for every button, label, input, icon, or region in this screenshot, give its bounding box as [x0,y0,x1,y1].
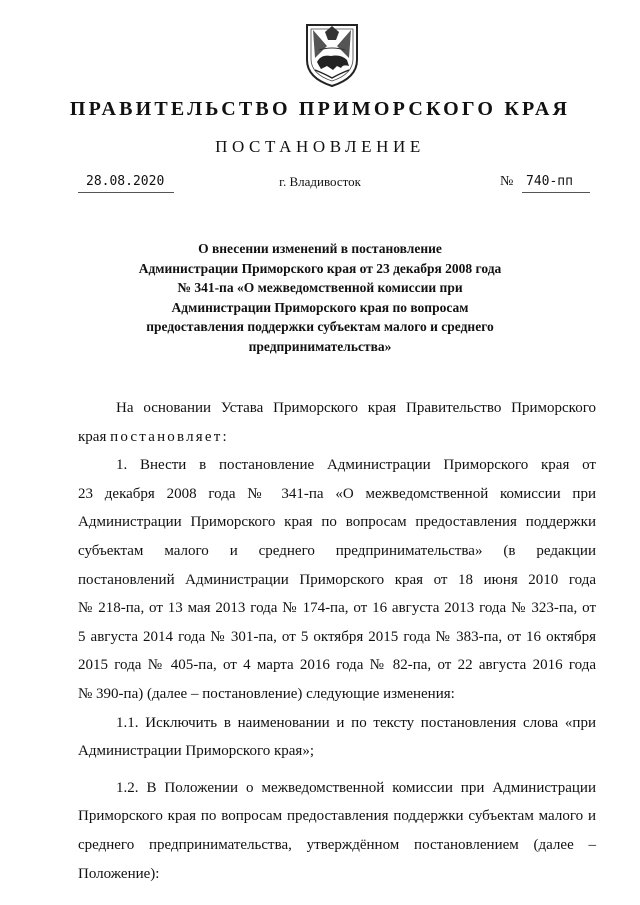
document-number-block [500,172,596,193]
coat-of-arms-icon [303,22,361,88]
body-line: № 218-па, от 13 мая 2013 года № 174-па, от 16 августа 2013 года № 323-па, от [78,600,596,617]
heading-line: Администрации Приморского края по вопросам [171,299,469,315]
document-number: 740-пп [522,172,590,193]
document-type: ПОСТАНОВЛЕНИЕ [215,137,425,156]
resolution-word: постановляет [110,428,223,445]
document-date: 28.08.2020 [78,172,174,193]
body-line: Приморского края по вопросам предоставления поддержки субъектам малого и [78,808,596,825]
document-body [78,394,596,888]
body-line: 5 августа 2014 года № 301-па, от 5 октября 2015 года № 383-па, от 16 октября [78,628,596,645]
body-line: 23 декабря 2008 года № 341-па «О межведомственной комиссии при [78,485,596,502]
heading-line: № 341-па «О межведомственной комиссии при [177,280,463,296]
document-city: г. Владивосток [279,174,361,189]
body-line: На основании Устава Приморского края Правительство Приморского [116,400,596,416]
body-line: Администрации Приморского края»; [78,743,315,760]
heading-line: О внесении изменений в постановление [198,241,442,256]
body-line: постановлений Администрации Приморского края от 18 июня 2010 года [78,571,596,588]
government-title: ПРАВИТЕЛЬСТВО ПРИМОРСКОГО КРАЯ [69,98,571,120]
body-line: 2015 года № 405-па, от 4 марта 2016 года № 82-па, от 22 августа 2016 года [78,657,596,674]
number-sign: № [500,174,514,189]
heading-line: Администрации Приморского края от 23 декабря 2008 года [138,260,502,276]
body-line: Положение): [78,865,160,882]
document-heading [70,239,570,357]
body-line: края постановляет: [78,428,227,445]
body-line: 1.1. Исключить в наименовании и по тексту постановления слова «при [116,714,596,731]
body-line: Администрации Приморского края по вопросам предоставления поддержки [78,514,596,531]
body-line: 1. Внести в постановление Администрации Приморского края от [116,457,596,474]
body-line: № 390-па) (далее – постановление) следующие изменения: [78,685,455,702]
heading-line: предоставления поддержки субъектам малого и среднего [146,319,494,335]
heading-line: предпринимательства» [248,338,392,354]
body-line: 1.2. В Положении о межведомственной комиссии при Администрации [116,779,596,796]
body-line: среднего предпринимательства, утверждённом постановлением (далее – [78,836,596,853]
body-line: субъектам малого и среднего предпринимательства» (в редакции [78,542,596,559]
